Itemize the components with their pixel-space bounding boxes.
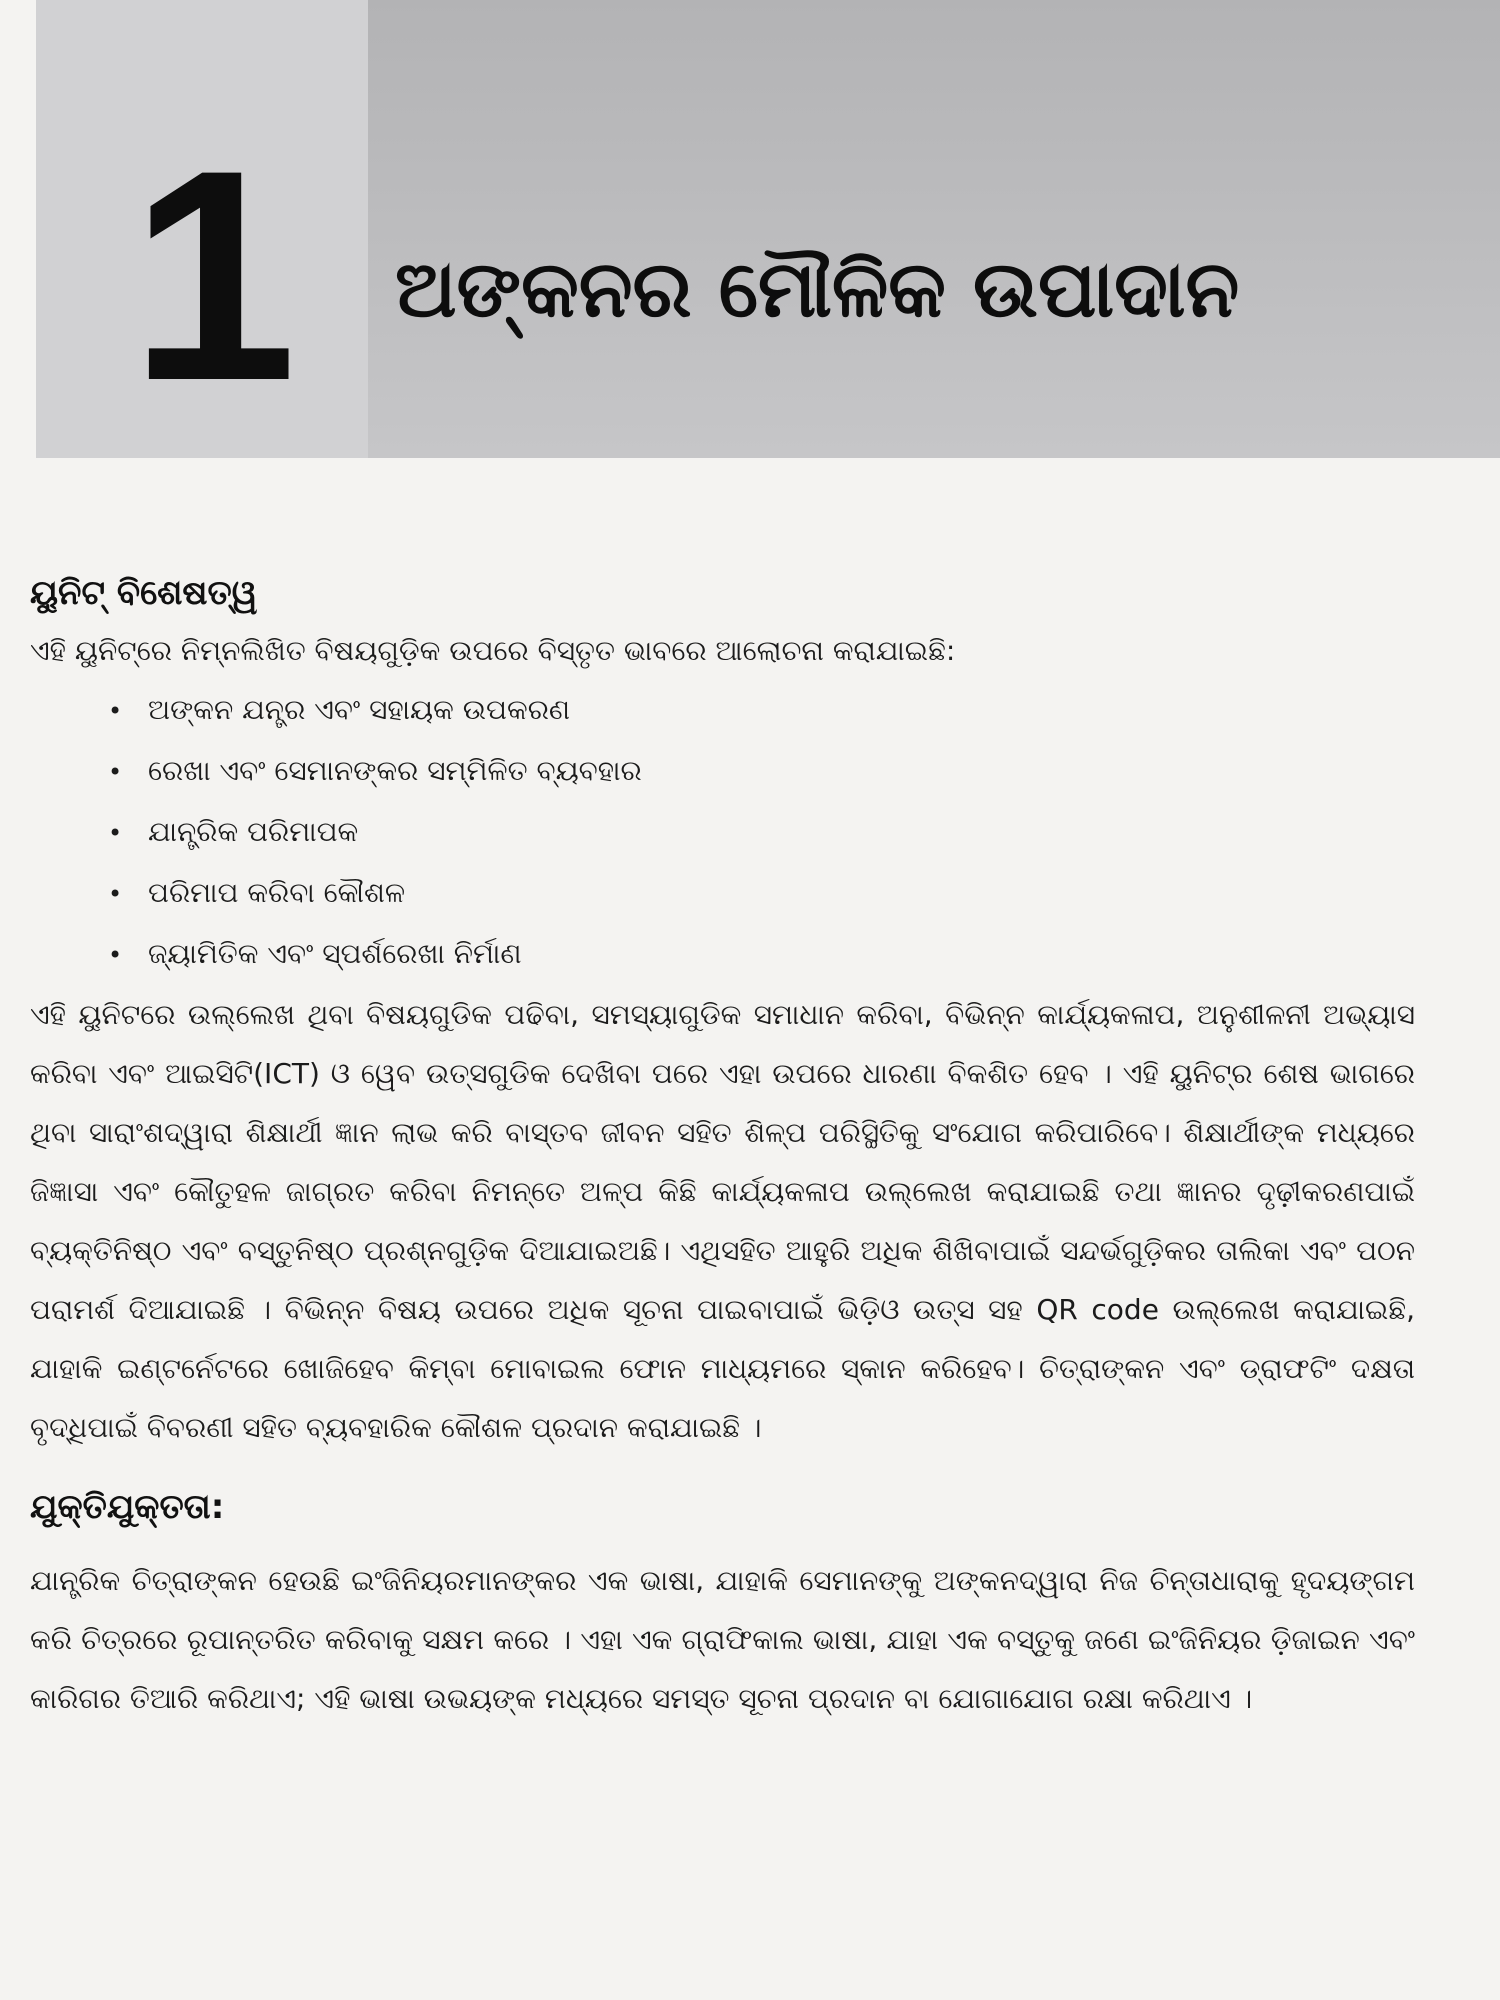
bullet-icon: • <box>108 758 123 786</box>
list-item-text: ଅଙ୍କନ ଯନ୍ତ୍ର ଏବଂ ସହାୟକ ଉପକରଣ <box>148 693 571 726</box>
bullet-icon: • <box>108 941 123 969</box>
list-item-text: ପରିମାପ କରିବା କୌଶଳ <box>148 876 406 909</box>
unit-features-paragraph: ଏହି ୟୁନିଟରେ ଉଲ୍ଲେଖ ଥିବା ବିଷୟଗୁଡିକ ପଢିବା, ସମସ୍ୟାଗୁଡିକ ସମାଧାନ କରିବା, ବିଭିନ୍ନ କାର୍ଯ୍ୟକଳାପ, ଅନୁଶୀଳନୀ ଅଭ୍ୟାସ କରିବା ଏବଂ ଆଇସିଟି(ICT) ଓ ୱେବ ଉତ୍ସଗୁଡିକ ଦେଖିବା ପରେ ଏହା ଉପରେ ଧାରଣା ବିକଶିତ ହେବ । ଏହି ୟୁନିଟ୍‌ର ଶେଷ ଭାଗରେ ଥିବା ସାରାଂଶଦ୍ୱାରା ଶିକ୍ଷାର୍ଥୀ ଜ୍ଞାନ ଲାଭ କରି ବାସ୍ତବ ଜୀବନ ସହିତ ଶିଳ୍ପ ପରିସ୍ଥିତିକୁ ସଂଯୋଗ କରିପାରିବେ। ଶିକ୍ଷାର୍ଥୀଙ୍କ ମଧ୍ୟରେ ଜିଜ୍ଞାସା ଏବଂ କୌତୁହଳ ଜାଗ୍ରତ କରିବା ନିମନ୍ତେ ଅଳ୍ପ କିଛି କାର୍ଯ୍ୟକଳାପ ଉଲ୍ଲେଖ କରାଯାଇଛି ତଥା ଜ୍ଞାନର ଦୃଢ଼ୀକରଣପାଇଁ ବ୍ୟକ୍ତିନିଷ୍ଠ ଏବଂ ବସ୍ତୁନିଷ୍ଠ ପ୍ରଶ୍ନଗୁଡ଼ିକ ଦିଆଯାଇଅଛି। ଏଥିସହିତ ଆହୁରି ଅଧିକ ଶିଖିବାପାଇଁ ସନ୍ଦର୍ଭଗୁଡ଼ିକର ତାଲିକା ଏବଂ ପଠନ ପରାମର୍ଶ ଦିଆଯାଇଛି । ବିଭିନ୍ନ ବିଷୟ ଉପରେ ଅଧିକ ସୂଚନା ପାଇବାପାଇଁ ଭିଡ଼ିଓ ଉତ୍ସ ସହ QR code ଉଲ୍ଲେଖ କରାଯାଇଛି, ଯାହାକି ଇଣ୍ଟର୍ନେଟରେ ଖୋଜିହେବ କିମ୍ବା ମୋବାଇଲ ଫୋନ ମାଧ୍ୟମରେ ସ୍କାନ କରିହେବ। ଚିତ୍ରାଙ୍କନ ଏବଂ ଡ୍ରାଫଟିଂ ଦକ୍ଷତା ବୃଦ୍ଧିପାଇଁ ବିବରଣୀ ସହିତ ବ୍ୟବହାରିକ କୌଶଳ ପ୍ରଦାନ କରାଯାଇଛି । <box>30 998 1415 1444</box>
list-item <box>108 741 1415 802</box>
list-item <box>108 924 1415 985</box>
section-spacer <box>30 1457 1415 1479</box>
list-item-text: ରେଖା ଏବଂ ସେମାନଙ୍କର ସମ୍ମିଳିତ ବ୍ୟବହାର <box>148 754 642 787</box>
unit-features-intro: ଏହି ୟୁନିଟ୍‌ରେ ନିମ୍ନଲିଖିତ ବିଷୟଗୁଡ଼ିକ ଉପରେ ବିସ୍ତୃତ ଭାବରେ ଆଲୋଚନା କରାଯାଇଛି: <box>30 634 956 667</box>
unit-features-heading: ୟୁନିଟ୍ ବିଶେଷତ୍ୱ <box>30 573 258 613</box>
bullet-icon: • <box>108 880 123 908</box>
list-item <box>108 863 1415 924</box>
bullet-icon: • <box>108 697 123 725</box>
chapter-title: ଅଙ୍କନର ମୌଳିକ ଉପାଦାନ <box>395 245 1240 335</box>
rationale-heading: ଯୁକ୍ତିଯୁକ୍ତତା: <box>30 1487 225 1527</box>
list-item-text: ଯାନ୍ତ୍ରିକ ପରିମାପକ <box>148 815 359 848</box>
bullet-icon: • <box>108 819 123 847</box>
rationale-section <box>30 1479 1415 1728</box>
list-item <box>108 680 1415 741</box>
page-content <box>30 565 1415 1728</box>
heading-spacer <box>30 1535 1415 1551</box>
banner-margin <box>0 0 36 458</box>
list-item-text: ଜ୍ୟାମିତିକ ଏବଂ ସ୍ପର୍ଶରେଖା ନିର୍ମାଣ <box>148 937 522 970</box>
list-item <box>108 802 1415 863</box>
chapter-banner <box>0 0 1500 458</box>
topic-list <box>30 680 1415 985</box>
unit-features-section <box>30 565 1415 1457</box>
chapter-number: 1 <box>130 107 291 443</box>
rationale-paragraph: ଯାନ୍ତ୍ରିକ ଚିତ୍ରାଙ୍କନ ହେଉଛି ଇଂଜିନିୟରମାନଙ୍କର ଏକ ଭାଷା, ଯାହାକି ସେମାନଙ୍କୁ ଅଙ୍କନଦ୍ୱାରା ନିଜ ଚିନ୍ତାଧାରାକୁ ହୃଦୟଙ୍ଗମ କରି ଚିତ୍ରରେ ରୂପାନ୍ତରିତ କରିବାକୁ ସକ୍ଷମ କରେ । ଏହା ଏକ ଗ୍ରାଫିକାଲ ଭାଷା, ଯାହା ଏକ ବସ୍ତୁକୁ ଜଣେ ଇଂଜିନିୟର ଡ଼ିଜାଇନ ଏବଂ କାରିଗର ତିଆରି କରିଥାଏ; ଏହି ଭାଷା ଉଭୟଙ୍କ ମଧ୍ୟରେ ସମସ୍ତ ସୂଚନା ପ୍ରଦାନ ବା ଯୋଗାଯୋଗ ରକ୍ଷା କରିଥାଏ । <box>30 1564 1415 1715</box>
